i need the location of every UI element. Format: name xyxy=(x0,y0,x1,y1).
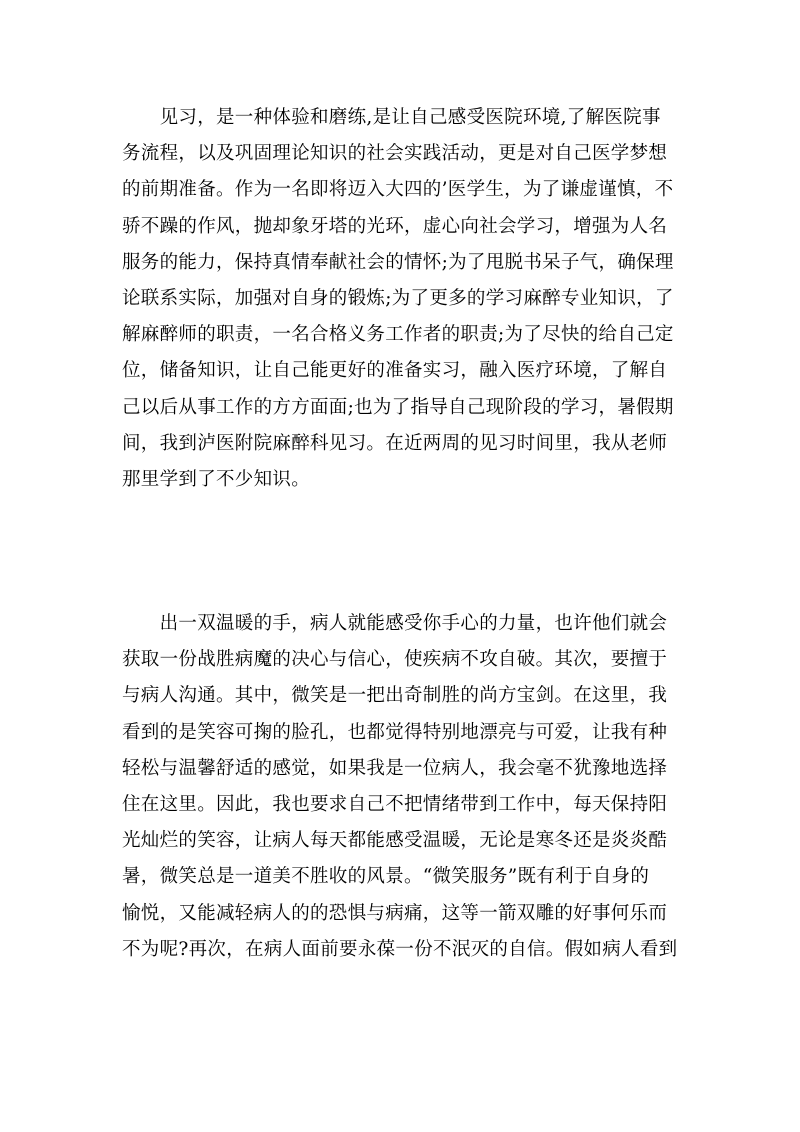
text-line: 住在这里。因此，我也要求自己不把情绪带到工作中，每天保持阳 xyxy=(122,793,668,815)
paragraph-patient-care xyxy=(122,606,682,968)
text-line: 不为呢?再次，在病人面前要永葆一份不泯灭的自信。假如病人看到 xyxy=(122,938,678,960)
text-line: 愉悦，又能减轻病人的的恐惧与病痛，这等一箭双雕的好事何乐而 xyxy=(122,902,668,924)
text-line: 的前期准备。作为一名即将迈入大四的’医学生，为了谦虚谨慎，不 xyxy=(122,179,674,201)
text-line: 骄不躁的作风，抛却象牙塔的光环，虚心向社会学习，增强为人名 xyxy=(122,215,668,237)
text-line: 服务的能力，保持真情奉献社会的情怀;为了甩脱书呆子气，确保理 xyxy=(122,251,674,273)
text-line: 获取一份战胜病魔的决心与信心，使疾病不攻自破。其次，要擅于 xyxy=(122,649,668,671)
text-line: 论联系实际，加强对自身的锻炼;为了更多的学习麻醉专业知识，了 xyxy=(122,287,674,309)
text-line: 那里学到了不少知识。 xyxy=(122,468,311,490)
paragraph-internship-intro xyxy=(122,100,682,498)
text-line: 看到的是笑容可掬的脸孔，也都觉得特别地漂亮与可爱，让我有种 xyxy=(122,721,668,743)
text-line: 光灿烂的笑容，让病人每天都能感受温暖，无论是寒冬还是炎炎酷 xyxy=(122,830,668,852)
text-line: 间，我到泸医附院麻醉科见习。在近两周的见习时间里，我从老师 xyxy=(122,432,668,454)
text-line: 暑，微笑总是一道美不胜收的风景。“微笑服务”既有利于自身的 xyxy=(122,866,650,888)
text-line: 己以后从事工作的方方面面;也为了指导自己现阶段的学习，暑假期 xyxy=(122,396,674,418)
text-line: 解麻醉师的职责，一名合格义务工作者的职责;为了尽快的给自己定 xyxy=(122,324,674,346)
text-line: 见习，是一种体验和磨练,是让自己感受医院环境,了解医院事 xyxy=(122,107,661,128)
text-line: 务流程，以及巩固理论知识的社会实践活动，更是对自己医学梦想 xyxy=(122,143,668,165)
text-line: 轻松与温馨舒适的感觉，如果我是一位病人，我会毫不犹豫地选择 xyxy=(122,757,668,779)
text-line: 出一双温暖的手，病人就能感受你手心的力量，也许他们就会 xyxy=(122,613,668,634)
text-line: 与病人沟通。其中，微笑是一把出奇制胜的尚方宝剑。在这里，我 xyxy=(122,685,668,707)
text-line: 位，储备知识，让自己能更好的准备实习，融入医疗环境，了解自 xyxy=(122,360,668,382)
